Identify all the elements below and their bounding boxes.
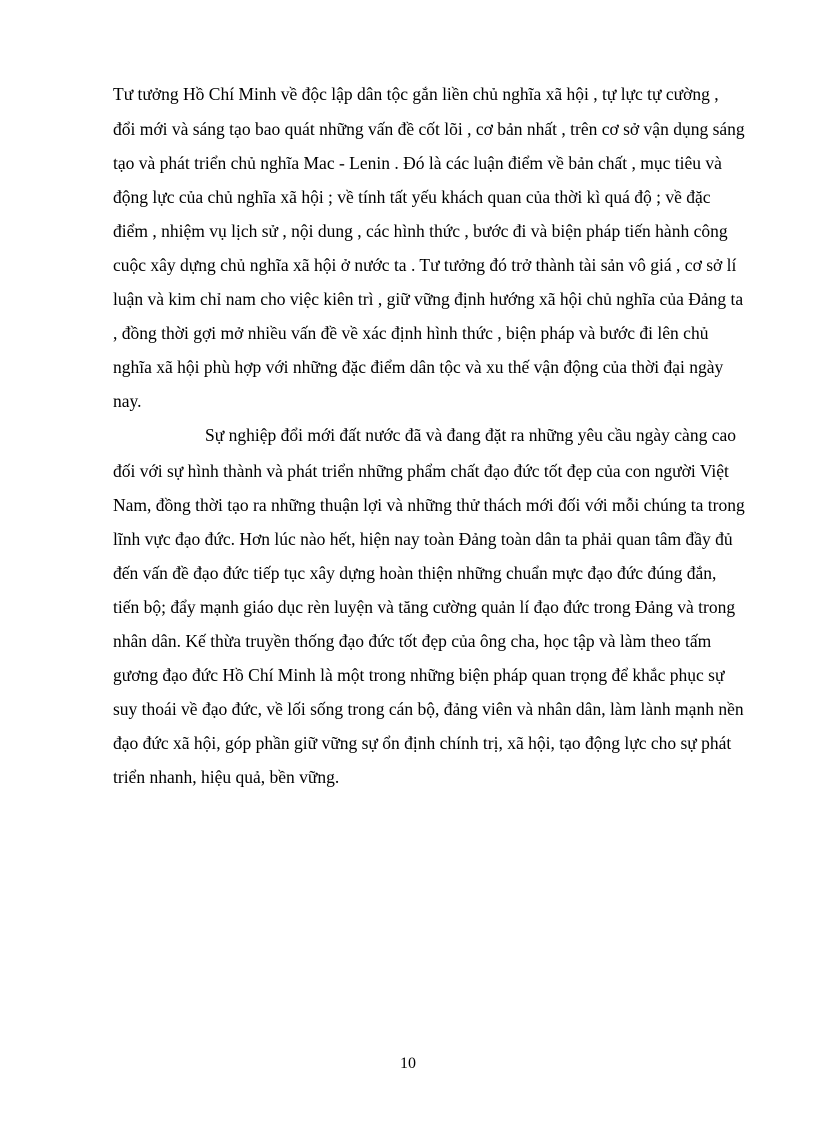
text-line: nhân dân. Kế thừa truyền thống đạo đức tốt đẹp của ông cha, học tập và làm theo tấm xyxy=(113,631,712,651)
text-line: , đồng thời gợi mở nhiều vấn đề về xác định hình thức , biện pháp và bước đi lên chủ xyxy=(113,323,709,343)
text-line: động lực của chủ nghĩa xã hội ; về tính tất yếu khách quan của thời kì quá độ ; về đặc xyxy=(113,187,711,207)
text-line: đến vấn đề đạo đức tiếp tục xây dựng hoàn thiện những chuẩn mực đạo đức đúng đắn, xyxy=(113,563,717,583)
text-line: Nam, đồng thời tạo ra những thuận lợi và những thử thách mới đối với mỗi chúng ta trong xyxy=(113,495,745,515)
text-line: nay. xyxy=(113,391,142,411)
text-line: tiến bộ; đẩy mạnh giáo dục rèn luyện và tăng cường quản lí đạo đức trong Đảng và trong xyxy=(113,597,736,617)
text-line: suy thoái về đạo đức, về lối sống trong cán bộ, đảng viên và nhân dân, làm lành mạnh nền xyxy=(113,699,744,719)
text-line: Sự nghiệp đổi mới đất nước đã và đang đặt ra những yêu cầu ngày càng cao xyxy=(205,425,736,445)
text-line: lĩnh vực đạo đức. Hơn lúc nào hết, hiện nay toàn Đảng toàn dân ta phải quan tâm đầy đủ xyxy=(113,529,733,549)
text-line: tạo và phát triển chủ nghĩa Mac - Lenin . Đó là các luận điểm về bản chất , mục tiêu và xyxy=(113,153,722,173)
text-line: triển nhanh, hiệu quả, bền vững. xyxy=(113,767,340,787)
text-line: cuộc xây dựng chủ nghĩa xã hội ở nước ta . Tư tưởng đó trở thành tài sản vô giá , cơ sở lí xyxy=(113,255,737,275)
text-line: đổi mới và sáng tạo bao quát những vấn đề cốt lõi , cơ bản nhất , trên cơ sở vận dụng sáng xyxy=(113,119,745,139)
text-line: đạo đức xã hội, góp phần giữ vững sự ổn định chính trị, xã hội, tạo động lực cho sự phát xyxy=(113,733,732,753)
text-line: đối với sự hình thành và phát triển những phẩm chất đạo đức tốt đẹp của con người Việt xyxy=(113,461,729,481)
text-line: Tư tưởng Hồ Chí Minh về độc lập dân tộc gắn liền chủ nghĩa xã hội , tự lực tự cường , xyxy=(113,84,719,104)
text-line: nghĩa xã hội phù hợp với những đặc điểm dân tộc và xu thế vận động của thời đại ngày xyxy=(113,357,724,377)
text-line: luận và kim chỉ nam cho việc kiên trì , giữ vững định hướng xã hội chủ nghĩa của Đảng ta xyxy=(113,289,744,309)
text-line: điểm , nhiệm vụ lịch sử , nội dung , các hình thức , bước đi và biện pháp tiến hành công xyxy=(113,221,728,241)
text-line: gương đạo đức Hồ Chí Minh là một trong những biện pháp quan trọng để khắc phục sự xyxy=(113,665,725,685)
page-number: 10 xyxy=(400,1055,416,1072)
